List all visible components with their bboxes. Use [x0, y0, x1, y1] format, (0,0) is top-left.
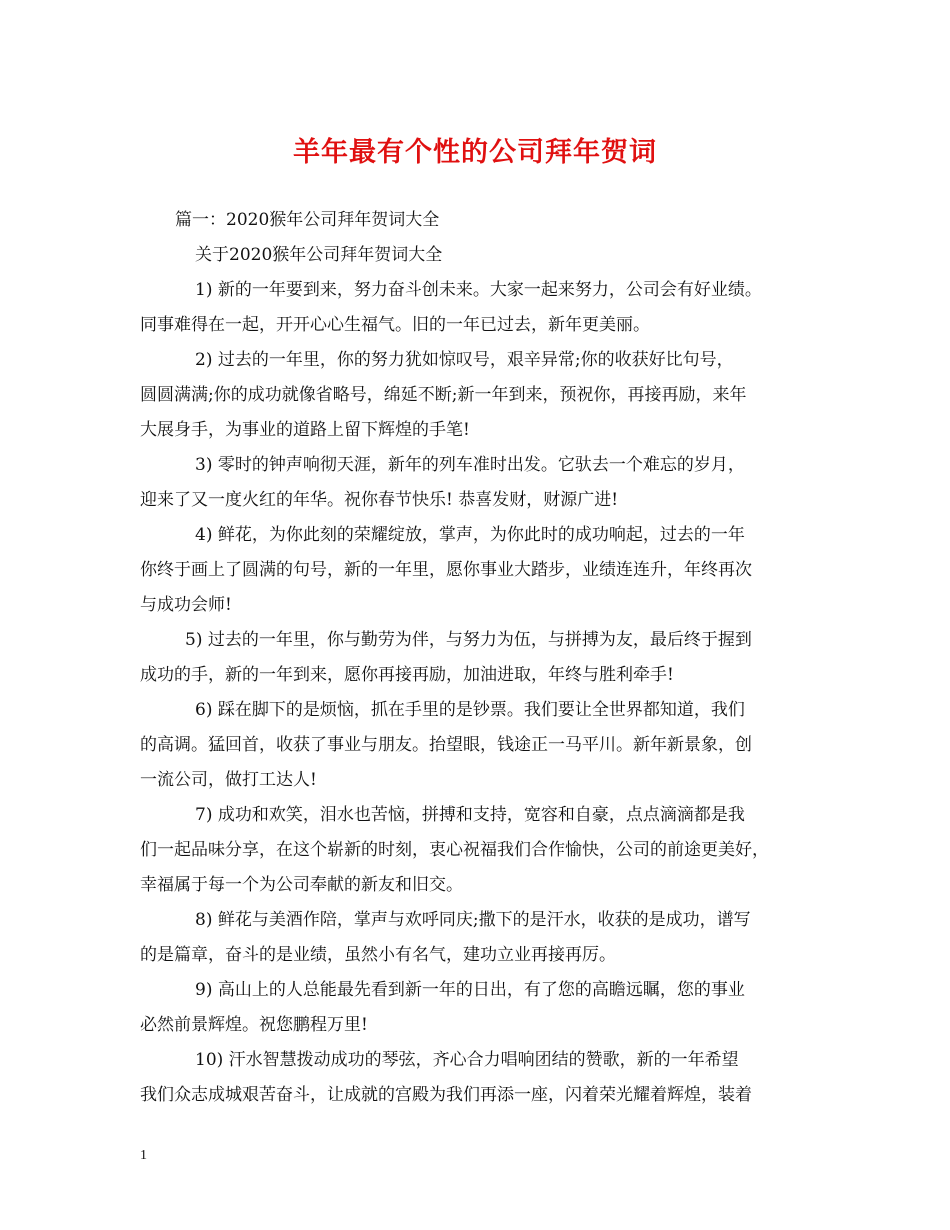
paragraph-line: 6) 踩在脚下的是烦恼，抓在手里的是钞票。我们要让全世界都知道，我们: [195, 700, 745, 720]
paragraph-line: 9) 高山上的人总能最先看到新一年的日出，有了您的高瞻远瞩，您的事业: [195, 980, 745, 1000]
paragraph-line: 2) 过去的一年里，你的努力犹如惊叹号，艰辛异常;你的收获好比句号，: [195, 350, 734, 370]
page-number: 1: [140, 1148, 147, 1163]
paragraph-line: 的是篇章，奋斗的是业绩，虽然小有名气，建功立业再接再厉。: [140, 945, 616, 965]
paragraph-line: 们一起品味分享，在这个崭新的时刻，衷心祝福我们合作愉快，公司的前途更美好，: [140, 840, 769, 860]
paragraph-line: 必然前景辉煌。祝您鹏程万里!: [140, 1015, 368, 1035]
subheading: 关于2020猴年公司拜年贺词大全: [195, 245, 443, 265]
paragraph-line: 成功的手，新的一年到来，愿你再接再励，加油进取，年终与胜利牵手!: [140, 665, 674, 685]
paragraph-line: 的高调。猛回首，收获了事业与朋友。抬望眼，钱途正一马平川。新年新景象，创: [140, 735, 752, 755]
paragraph-line: 你终于画上了圆满的句号，新的一年里，愿你事业大踏步，业绩连连升，年终再次: [140, 560, 752, 580]
document-title: 羊年最有个性的公司拜年贺词: [293, 137, 657, 168]
paragraph-line: 5) 过去的一年里，你与勤劳为伴，与努力为伍，与拼搏为友，最后终于握到: [185, 630, 752, 650]
paragraph-line: 一流公司，做打工达人!: [140, 770, 317, 790]
paragraph-line: 幸福属于每一个为公司奉献的新友和旧交。: [140, 875, 463, 895]
paragraph-line: 圆圆满满;你的成功就像省略号，绵延不断;新一年到来，预祝你，再接再励，来年: [140, 385, 747, 405]
paragraph-line: 同事难得在一起，开开心心生福气。旧的一年已过去，新年更美丽。: [140, 315, 650, 335]
paragraph-line: 大展身手，为事业的道路上留下辉煌的手笔!: [140, 420, 470, 440]
paragraph-line: 4) 鲜花，为你此刻的荣耀绽放，掌声，为你此时的成功响起，过去的一年: [195, 525, 745, 545]
paragraph-line: 10) 汗水智慧拨动成功的琴弦，齐心合力唱响团结的赞歌，新的一年希望: [195, 1050, 739, 1070]
paragraph-line: 3) 零时的钟声响彻天涯，新年的列车准时出发。它驮去一个难忘的岁月，: [195, 455, 745, 475]
paragraph-line: 我们众志成城艰苦奋斗，让成就的宫殿为我们再添一座，闪着荣光耀着辉煌，装着: [140, 1085, 752, 1105]
paragraph-line: 8) 鲜花与美酒作陪，掌声与欢呼同庆;撒下的是汗水，收获的是成功，谱写: [195, 910, 751, 930]
paragraph-line: 迎来了又一度火红的年华。祝你春节快乐! 恭喜发财，财源广进!: [140, 490, 619, 510]
paragraph-line: 7) 成功和欢笑，泪水也苦恼，拼搏和支持，宽容和自豪，点点滴滴都是我: [195, 805, 745, 825]
section-heading: 篇一：2020猴年公司拜年贺词大全: [175, 210, 440, 230]
paragraph-line: 与成功会师!: [140, 595, 232, 615]
paragraph-line: 1) 新的一年要到来，努力奋斗创未来。大家一起来努力，公司会有好业绩。: [195, 280, 762, 300]
